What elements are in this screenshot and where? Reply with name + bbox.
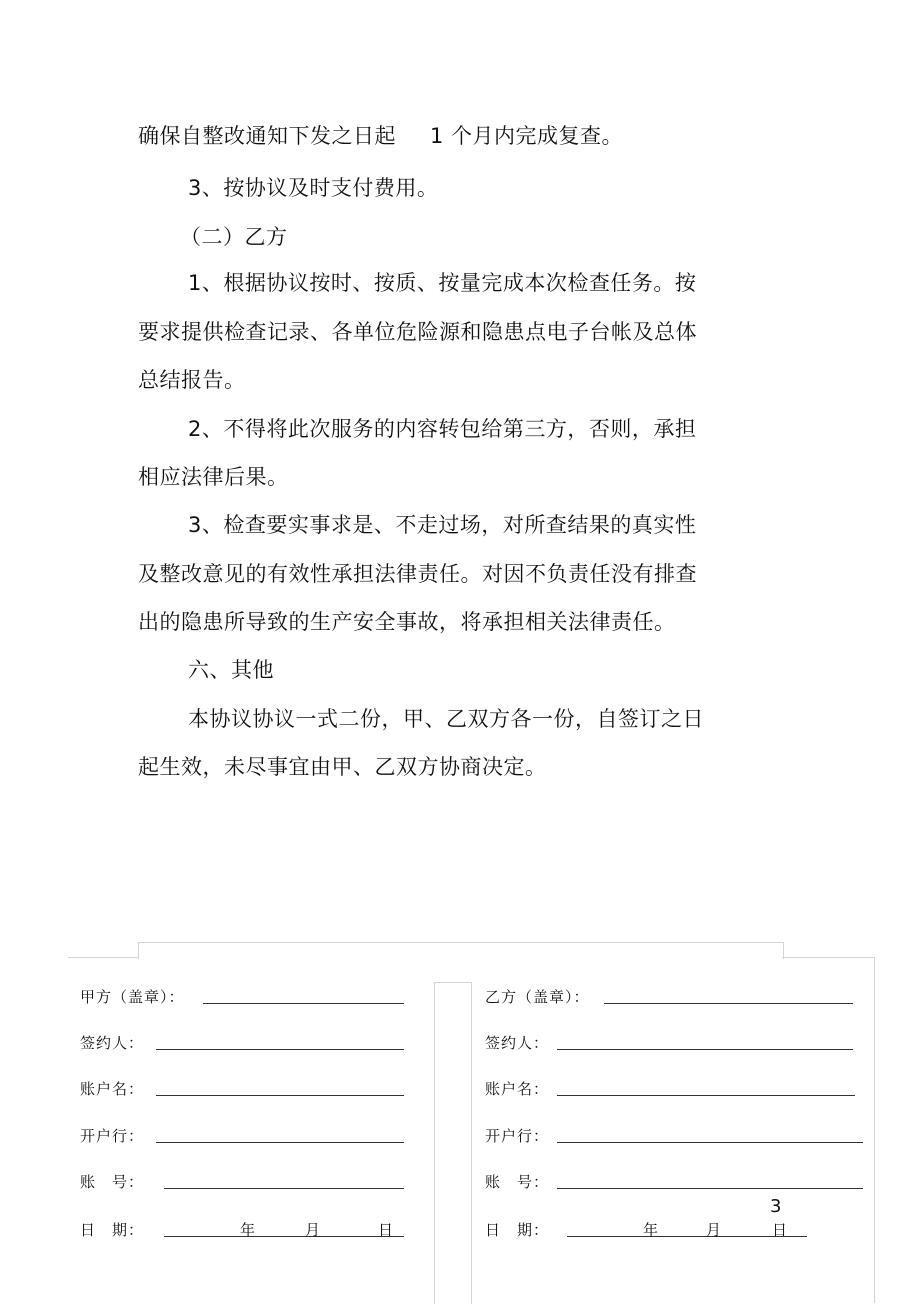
body-line: 及整改意见的有效性承担法律责任。对因不负责任没有排查 [138, 562, 697, 586]
body-line-part: 确保自整改通知下发之日起 [138, 124, 396, 148]
party-b-seal-field[interactable] [604, 1003, 853, 1004]
frame-line [874, 957, 875, 1303]
frame-line [138, 942, 784, 959]
party-b-date-label: 日 期： [485, 1221, 550, 1239]
body-line: 1、根据协议按时、按质、按量完成本次检查任务。按 [188, 271, 697, 295]
party-a-year: 年 [240, 1221, 256, 1239]
frame-line [434, 982, 472, 1304]
frame-line [68, 957, 138, 958]
party-b-bank-label: 开户行： [485, 1127, 550, 1145]
party-a-seal-label: 甲方（盖章）： [80, 988, 185, 1006]
body-line: 总结报告。 [138, 368, 246, 392]
party-b-account-no-label: 账 号： [485, 1173, 550, 1191]
body-line: 出的隐患所导致的生产安全事故，将承担相关法律责任。 [138, 610, 676, 634]
body-line: 要求提供检查记录、各单位危险源和隐患点电子台帐及总体 [138, 320, 697, 344]
body-line-part: 1 个月内完成复查。 [430, 124, 624, 148]
party-b-bank-field[interactable] [557, 1142, 863, 1143]
body-line [138, 122, 623, 150]
party-b-date-field[interactable] [567, 1236, 807, 1237]
body-line: 本协议协议一式二份，甲、乙双方各一份，自签订之日 [188, 707, 704, 731]
body-line: 起生效，未尽事宜由甲、乙双方协商决定。 [138, 755, 547, 779]
party-a-month: 月 [305, 1221, 321, 1239]
party-b-month: 月 [706, 1221, 722, 1239]
party-a-seal-field[interactable] [203, 1003, 404, 1004]
party-a-signer-label: 签约人： [80, 1034, 145, 1052]
party-a-account-name-field[interactable] [156, 1095, 404, 1096]
body-line: 相应法律后果。 [138, 465, 289, 489]
body-line: 3、按协议及时支付费用。 [188, 176, 439, 200]
party-a-bank-label: 开户行： [80, 1127, 145, 1145]
party-b-seal-label: 乙方（盖章）： [485, 988, 590, 1006]
party-b-day: 日 [772, 1221, 788, 1239]
party-b-signer-label: 签约人： [485, 1034, 550, 1052]
page-number: 3 [770, 1196, 782, 1217]
party-a-account-no-field[interactable] [164, 1188, 404, 1189]
body-line: 2、不得将此次服务的内容转包给第三方，否则，承担 [188, 417, 697, 441]
party-a-signer-field[interactable] [156, 1049, 404, 1050]
section-heading: （二）乙方 [180, 225, 288, 249]
party-b-year: 年 [643, 1221, 659, 1239]
party-a-date-label: 日 期： [80, 1221, 145, 1239]
section-heading: 六、其他 [188, 658, 274, 682]
party-b-account-no-field[interactable] [557, 1188, 863, 1189]
party-b-account-name-label: 账户名： [485, 1080, 550, 1098]
body-line: 3、检查要实事求是、不走过场，对所查结果的真实性 [188, 513, 697, 537]
frame-line [782, 957, 874, 958]
party-a-account-no-label: 账 号： [80, 1173, 145, 1191]
party-a-account-name-label: 账户名： [80, 1080, 145, 1098]
party-b-account-name-field[interactable] [557, 1095, 855, 1096]
party-a-day: 日 [378, 1221, 394, 1239]
party-a-bank-field[interactable] [156, 1142, 404, 1143]
party-b-signer-field[interactable] [557, 1049, 853, 1050]
party-a-date-field[interactable] [164, 1236, 404, 1237]
